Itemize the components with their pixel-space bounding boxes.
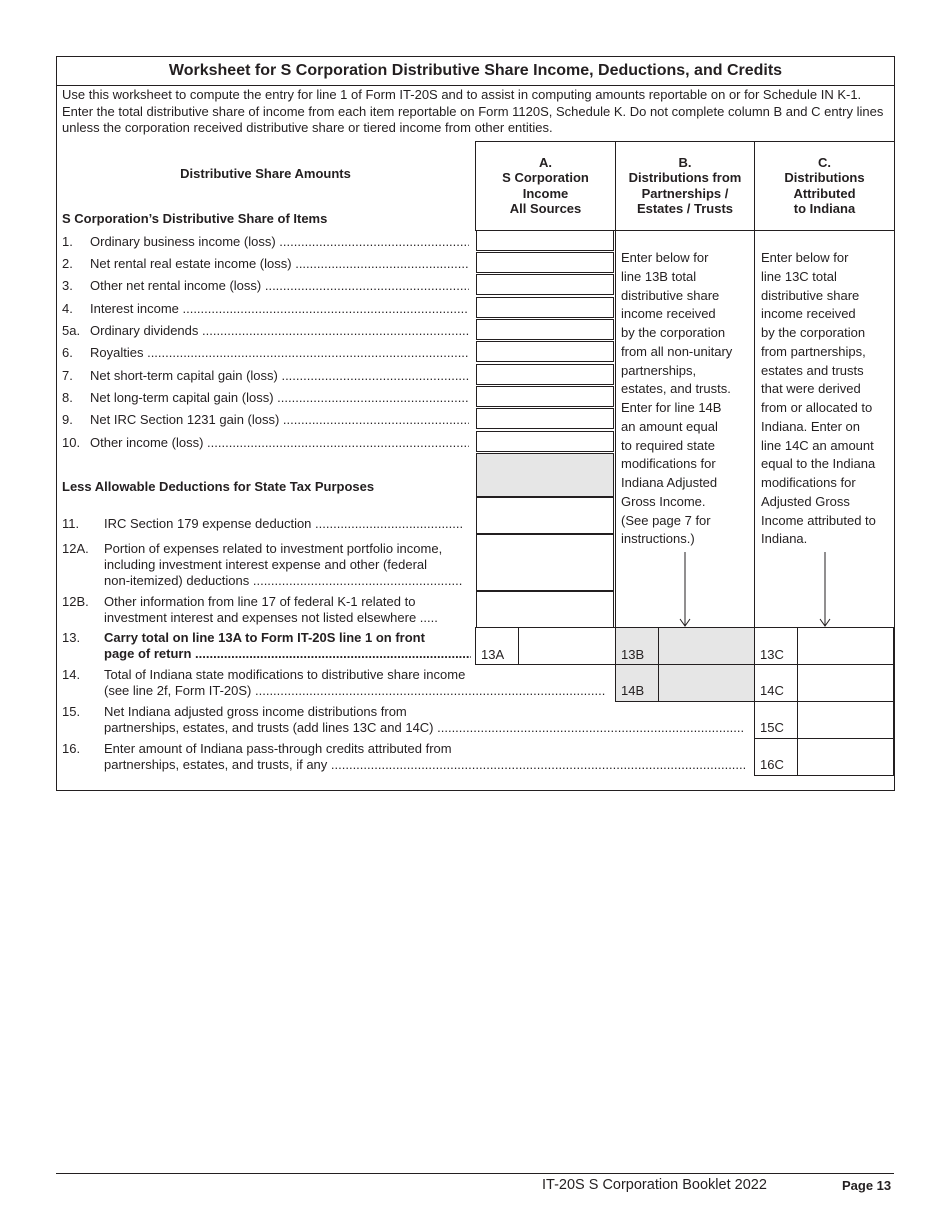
line-1-amount-a[interactable] [476, 230, 614, 251]
line-15c-cell[interactable]: 15C [754, 701, 894, 739]
line-6-row: 6. Royalties ..... [62, 345, 469, 360]
line-11-amount-a[interactable] [476, 497, 614, 534]
column-c-header: C. Distributions Attributed to Indiana [784, 154, 865, 216]
line-13a-cell[interactable]: 13A [475, 627, 616, 665]
line-4-amount-a[interactable] [476, 297, 614, 318]
line-3-amount-a[interactable] [476, 274, 614, 295]
line-9-amount-a[interactable] [476, 408, 614, 429]
column-b-header: B. Distributions from Partnerships / Estates / Trusts [628, 154, 742, 216]
line-7-amount-a[interactable] [476, 364, 614, 385]
line-2-row: 2. Net rental real estate income (loss) ..... [62, 256, 469, 271]
line-12a-amount-a[interactable] [476, 534, 614, 591]
line-1-row: 1. Ordinary business income (loss) ..... [62, 234, 469, 249]
line-14-row: 14. Total of Indiana state modifications to distributive share income (see line 2f, Form IT-20S) ..... [62, 667, 614, 701]
line-11-row: 11. IRC Section 179 expense deduction ..... [62, 516, 462, 532]
section-heading-items: S Corporation’s Distributive Share of Items [62, 211, 328, 226]
column-b-instructions: Enter below for line 13B total distributive share income received by the corporation from all non-unitary partnerships, estates, and trusts. Enter for line 14B an amount equal to required state modifications for Indiana Adjusted Gross Income. (See page 7 for instructions.) [621, 250, 733, 547]
line-8-amount-a[interactable] [476, 386, 614, 407]
line-12a-row: 12A. Portion of expenses related to investment portfolio income, including investment interest expense and other (federal non-itemized) deductions ..... [62, 541, 472, 591]
footer-rule [56, 1173, 894, 1174]
line-16-row: 16. Enter amount of Indiana pass-through credits attributed from partnerships, estates, and trusts, if any ..... [62, 741, 752, 775]
line-15-row: 15. Net Indiana adjusted gross income distributions from partnerships, estates, and trusts (add lines 13C and 14C) ..... [62, 704, 752, 738]
line-5a-amount-a[interactable] [476, 319, 614, 340]
line-3-row: 3. Other net rental income (loss) ..... [62, 278, 469, 293]
line-5a-row: 5a. Ordinary dividends ..... [62, 323, 469, 338]
worksheet [56, 56, 895, 791]
line-14c-cell[interactable]: 14C [754, 664, 894, 702]
line-13c-cell[interactable]: 13C [754, 627, 894, 665]
line-12b-amount-a[interactable] [476, 591, 614, 628]
line-10-row: 10. Other income (loss) ..... [62, 435, 469, 450]
worksheet-instructions: Use this worksheet to compute the entry for line 1 of Form IT-20S and to assist in computing amounts reportable on or for Schedule IN K-1. Enter the total distributive share of income from each item reportable on Form 1120S, Schedule K. Do not complete column B and C entry lines unless the corporation received distributive share or tiered income from other entities. [62, 87, 884, 135]
column-a-header: A. S Corporation Income All Sources [502, 154, 589, 216]
page-number: Page 13 [842, 1178, 892, 1193]
arrow-down-icon [678, 552, 692, 628]
line-9-row: 9. Net IRC Section 1231 gain (loss) ..... [62, 412, 469, 427]
line-8-row: 8. Net long-term capital gain (loss) ..... [62, 390, 469, 405]
line-14b-cell[interactable]: 14B [615, 664, 755, 702]
worksheet-title: Worksheet for S Corporation Distributive Share Income, Deductions, and Credits [57, 57, 894, 86]
line-13b-cell[interactable]: 13B [615, 627, 755, 665]
column-c-instructions: Enter below for line 13C total distributive share income received by the corporation from partnerships, estates and trusts that were derived from or allocated to Indiana. Enter on line 14C an amount equal to the Indiana modifications for Adjusted Gross Income attributed to Indiana. [761, 250, 876, 547]
line-6-amount-a[interactable] [476, 341, 614, 362]
line-16c-cell[interactable]: 16C [754, 738, 894, 776]
line-12b-row: 12B. Other information from line 17 of federal K-1 related to investment interest and expenses not listed elsewhere ..... [62, 594, 438, 625]
distributive-share-header: Distributive Share Amounts [180, 166, 351, 181]
arrow-down-icon [818, 552, 832, 628]
section-heading-deductions: Less Allowable Deductions for State Tax Purposes [62, 479, 375, 494]
footer-booklet-title: IT-20S S Corporation Booklet 2022 [542, 1177, 767, 1193]
column-a-shaded-spacer [476, 453, 614, 497]
line-2-amount-a[interactable] [476, 252, 614, 273]
line-4-row: 4. Interest income ..... [62, 301, 469, 316]
line-13-row: 13. Carry total on line 13A to Form IT-20S line 1 on front page of return ..... [62, 630, 474, 664]
line-10-amount-a[interactable] [476, 431, 614, 452]
line-7-row: 7. Net short-term capital gain (loss) ..... [62, 368, 469, 383]
